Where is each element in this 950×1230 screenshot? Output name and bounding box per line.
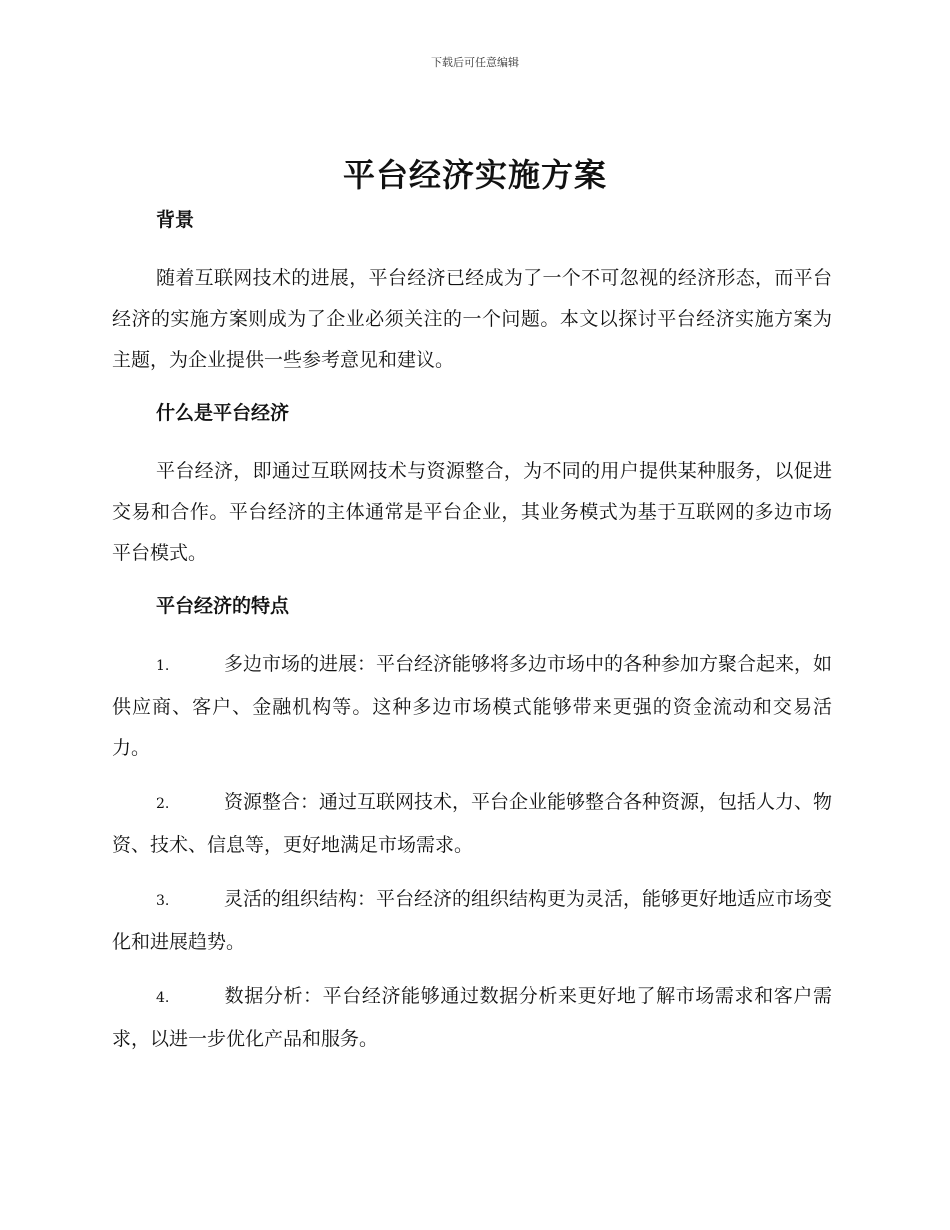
header-note: 下载后可任意编辑 (431, 56, 519, 69)
section-heading-background: 背景 (156, 209, 195, 231)
list-item-number: 1. (156, 658, 170, 674)
paragraph-what-is: 平台经济，即通过互联网技术与资源整合，为不同的用户提供某种服务，以促进交易和合作。平台经济的主体通常是平台企业，其业务模式为基于互联网的多边市场平台模式。 (112, 460, 832, 564)
list-item-text: 资源整合：通过互联网技术，平台企业能够整合各种资源，包括人力、物资、技术、信息等，更好地满足市场需求。 (112, 791, 833, 856)
list-item (112, 879, 832, 963)
list-item-number: 4. (156, 990, 170, 1006)
list-item-number: 3. (156, 893, 170, 909)
list-item (112, 644, 832, 769)
list-item-text: 灵活的组织结构：平台经济的组织结构更为灵活，能够更好地适应市场变化和进展趋势。 (112, 888, 833, 953)
document-body (112, 200, 832, 1060)
list-item-text: 多边市场的进展：平台经济能够将多边市场中的各种参加方聚合起来，如供应商、客户、金融机构等。这种多边市场模式能够带来更强的资金流动和交易活力。 (112, 653, 833, 759)
document-title: 平台经济实施方案 (342, 156, 607, 194)
paragraph-background: 随着互联网技术的进展，平台经济已经成为了一个不可忽视的经济形态，而平台经济的实施方案则成为了企业必须关注的一个问题。本文以探讨平台经济实施方案为主题，为企业提供一些参考意见和建议。 (112, 267, 832, 371)
section-heading-what-is: 什么是平台经济 (156, 402, 290, 424)
list-item (112, 782, 832, 866)
list-item (112, 976, 832, 1060)
list-item-text: 数据分析：平台经济能够通过数据分析来更好地了解市场需求和客户需求，以进一步优化产品和服务。 (112, 985, 832, 1050)
list-item-number: 2. (156, 796, 170, 812)
section-heading-features: 平台经济的特点 (156, 595, 290, 617)
